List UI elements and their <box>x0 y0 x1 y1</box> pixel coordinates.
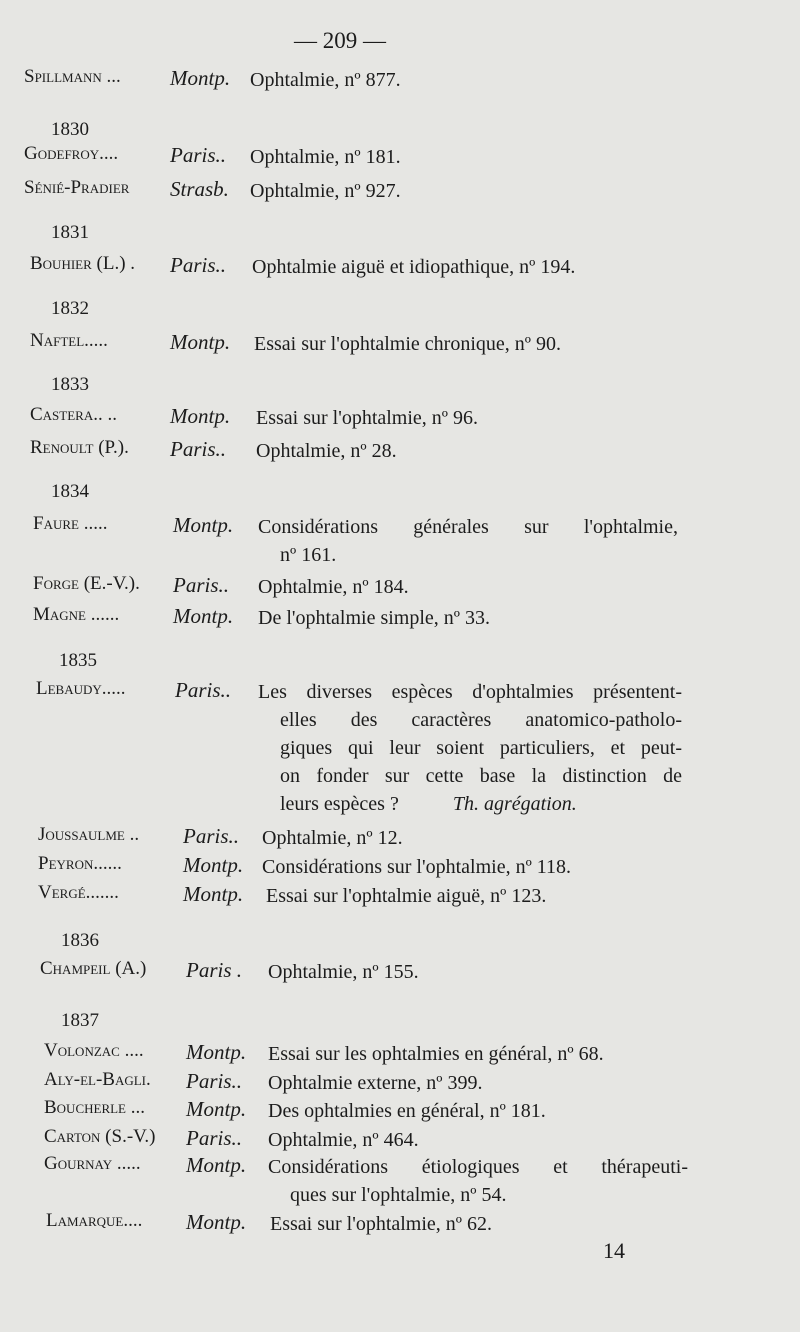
description: Ophtalmie aiguë et idiopathique, nº 194. <box>252 256 576 278</box>
city: Paris.. <box>186 1126 243 1150</box>
description: Essai sur l'ophtalmie, nº 62. <box>270 1213 493 1235</box>
description: Essai sur l'ophtalmie, nº 96. <box>256 407 479 429</box>
author: Faure ..... <box>33 513 108 534</box>
city: Montp. <box>186 1097 247 1121</box>
city: Montp. <box>186 1040 247 1064</box>
description: Essai sur l'ophtalmie aiguë, nº 123. <box>266 885 547 907</box>
entry <box>0 678 800 828</box>
description: Ophtalmie externe, nº 399. <box>268 1072 483 1094</box>
year-heading: 1834 <box>51 481 89 502</box>
city: Montp. <box>183 853 244 877</box>
author: Volonzac .... <box>44 1040 144 1061</box>
description: Ophtalmie, nº 464. <box>268 1129 419 1151</box>
entry <box>0 1153 800 1217</box>
city: Strasb. <box>170 177 229 201</box>
city: Montp. <box>170 330 231 354</box>
entry <box>0 253 800 293</box>
author: Bouhier (L.) . <box>30 253 136 274</box>
year-heading: 1836 <box>61 930 99 951</box>
year-heading: 1837 <box>61 1010 99 1031</box>
author: Boucherle ... <box>44 1097 146 1118</box>
description: Ophtalmie, nº 28. <box>256 440 397 462</box>
description: Les diverses espèces d'ophtalmies présentent- elles des caractères anatomico-patholo- giques qui leur soient particuliers, et peut- on fonder sur cette base la distinction de leurs espèces ? Th. agrégation. <box>258 681 682 815</box>
author: Lamarque.... <box>46 1210 143 1231</box>
description: De l'ophtalmie simple, nº 33. <box>258 607 490 629</box>
city: Paris . <box>186 958 243 982</box>
entry <box>0 882 800 922</box>
entry <box>0 437 800 477</box>
author: Gournay ..... <box>44 1153 141 1174</box>
page-number: — 209 — <box>294 28 386 53</box>
year-heading: 1831 <box>51 222 89 243</box>
author: Magne ...... <box>33 604 120 625</box>
author: Joussaulme .. <box>38 824 140 845</box>
description: Essai sur les ophtalmies en général, nº 68. <box>268 1043 604 1065</box>
description: Ophtalmie, nº 155. <box>268 961 419 983</box>
author: Naftel..... <box>30 330 108 351</box>
author: Carton (S.-V.) <box>44 1126 156 1147</box>
entry <box>0 604 800 644</box>
entry <box>0 958 800 998</box>
city: Montp. <box>186 1210 247 1234</box>
author: Sénié-Pradier <box>24 177 130 198</box>
city: Montp. <box>170 66 231 90</box>
description: Considérations sur l'ophtalmie, nº 118. <box>262 856 572 878</box>
description: Ophtalmie, nº 181. <box>250 146 401 168</box>
year-heading: 1833 <box>51 374 89 395</box>
author: Champeil (A.) <box>40 958 147 979</box>
author: Lebaudy..... <box>36 678 126 699</box>
description: Des ophtalmies en général, nº 181. <box>268 1100 546 1122</box>
author: Spillmann ... <box>24 66 121 87</box>
author: Aly-el-Bagli. <box>44 1069 151 1090</box>
city: Paris.. <box>183 824 240 848</box>
author: Castera.. .. <box>30 404 117 425</box>
signature-number: 14 <box>603 1238 625 1263</box>
entry <box>0 1210 800 1250</box>
description: Essai sur l'ophtalmie chronique, nº 90. <box>254 333 561 355</box>
year-heading: 1832 <box>51 298 89 319</box>
description: Considérations étiologiques et thérapeuti- ques sur l'ophtalmie, nº 54. <box>268 1156 688 1206</box>
author: Peyron...... <box>38 853 122 874</box>
city: Montp. <box>183 882 244 906</box>
city: Paris.. <box>170 143 227 167</box>
author: Vergé....... <box>38 882 119 903</box>
city: Montp. <box>186 1153 247 1177</box>
author: Godefroy.... <box>24 143 119 164</box>
city: Montp. <box>170 404 231 428</box>
entry <box>0 330 800 370</box>
city: Paris.. <box>173 573 230 597</box>
year-heading: 1835 <box>59 650 97 671</box>
entry <box>0 177 800 217</box>
description: Ophtalmie, nº 877. <box>250 69 401 91</box>
year-heading: 1830 <box>51 119 89 140</box>
description: Ophtalmie, nº 12. <box>262 827 403 849</box>
city: Paris.. <box>170 253 227 277</box>
city: Montp. <box>173 513 234 537</box>
entry <box>0 66 800 106</box>
entry <box>0 513 800 577</box>
description: Ophtalmie, nº 927. <box>250 180 401 202</box>
description: Considérations générales sur l'ophtalmie, nº 161. <box>258 516 678 566</box>
author: Forge (E.-V.). <box>33 573 140 594</box>
author: Renoult (P.). <box>30 437 129 458</box>
city: Paris.. <box>170 437 227 461</box>
city: Paris.. <box>175 678 232 702</box>
city: Paris.. <box>186 1069 243 1093</box>
city: Montp. <box>173 604 234 628</box>
description: Ophtalmie, nº 184. <box>258 576 409 598</box>
thesis-note: Th. agrégation. <box>452 793 577 815</box>
